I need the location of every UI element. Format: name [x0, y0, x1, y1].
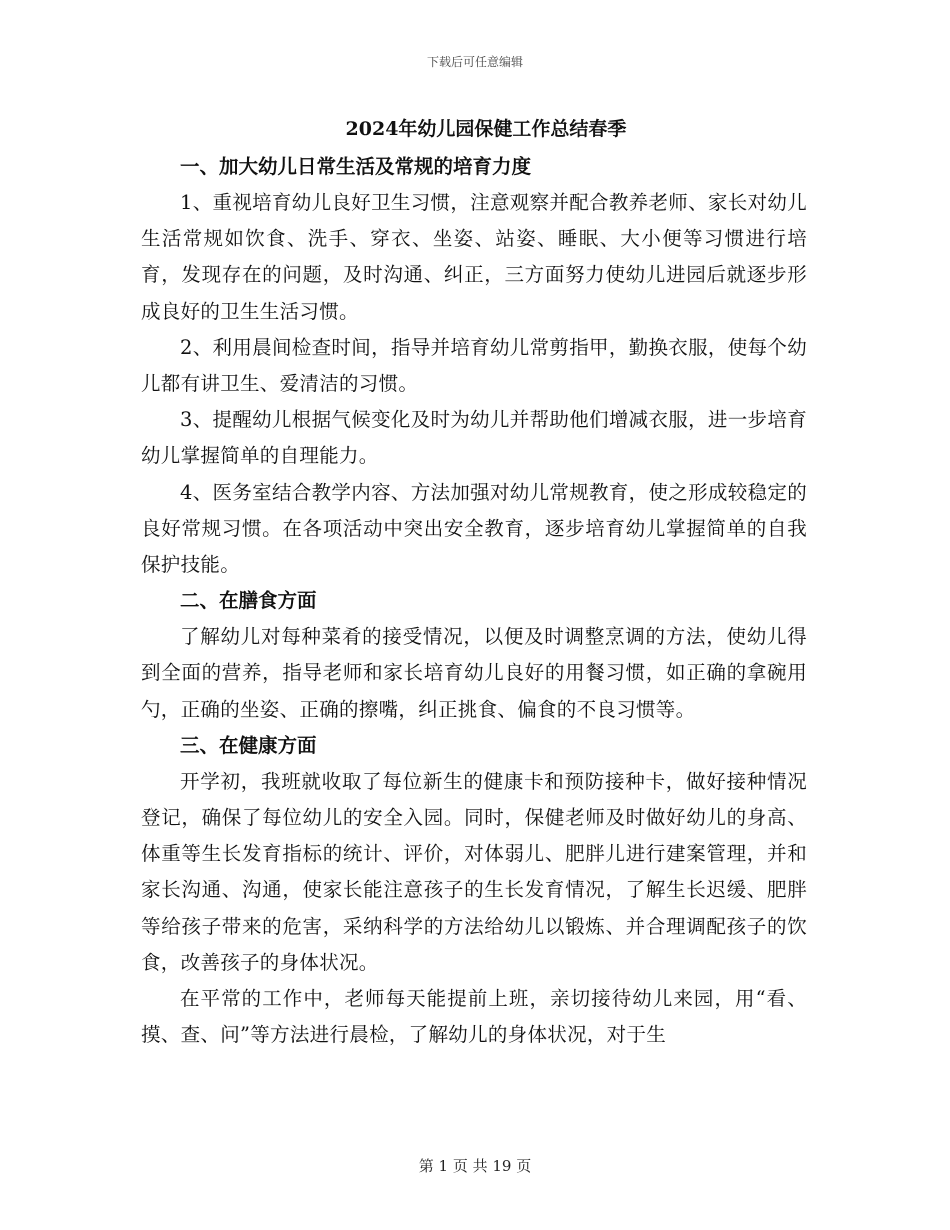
page-number-footer: 第 1 页 共 19 页: [418, 1157, 532, 1175]
paragraph: 2、利用晨间检查时间，指导并培育幼儿常剪指甲，勤换衣服，使每个幼儿都有讲卫生、爱清洁的习惯。: [141, 335, 807, 396]
paragraph: 了解幼儿对每种菜肴的接受情况，以便及时调整烹调的方法，使幼儿得到全面的营养，指导老师和家长培育幼儿良好的用餐习惯，如正确的拿碗用勺，正确的坐姿、正确的擦嘴，纠正挑食、偏食的不良习惯等。: [141, 625, 807, 721]
header-note: 下载后可任意编辑: [426, 55, 523, 69]
paragraph: 在平常的工作中，老师每天能提前上班，亲切接待幼儿来园，用“看、摸、查、问”等方法进行晨检，了解幼儿的身体状况，对于生: [141, 987, 807, 1047]
section-heading: 二、在膳食方面: [180, 589, 317, 613]
paragraph: 开学初，我班就收取了每位新生的健康卡和预防接种卡，做好接种情况登记，确保了每位幼儿的安全入园。同时，保健老师及时做好幼儿的身高、体重等生长发育指标的统计、评价，对体弱儿、肥胖儿进行建案管理，并和家长沟通、沟通，使家长能注意孩子的生长发育情况，了解生长迟缓、肥胖等给孩子带来的危害，采纳科学的方法给幼儿以锻炼、并合理调配孩子的饮食，改善孩子的身体状况。: [141, 769, 807, 974]
document-body: [141, 113, 807, 1053]
paragraph: 4、医务室结合教学内容、方法加强对幼儿常规教育，使之形成较稳定的良好常规习惯。在各项活动中突出安全教育，逐步培育幼儿掌握简单的自我保护技能。: [141, 480, 807, 577]
section-3: [141, 728, 807, 1054]
paragraph: 3、提醒幼儿根据气候变化及时为幼儿并帮助他们增减衣服，进一步培育幼儿掌握简单的自理能力。: [141, 408, 807, 468]
section-heading: 一、加大幼儿日常生活及常规的培育力度: [180, 155, 532, 178]
section-1: [141, 149, 807, 583]
document-title: 2024年幼儿园保健工作总结春季: [345, 118, 627, 140]
section-heading: 三、在健康方面: [180, 733, 317, 757]
paragraph: 1、重视培育幼儿良好卫生习惯，注意观察并配合教养老师、家长对幼儿生活常规如饮食、洗手、穿衣、坐姿、站姿、睡眠、大小便等习惯进行培育，发现存在的问题，及时沟通、纠正，三方面努力使幼儿进园后就逐步形成良好的卫生生活习惯。: [141, 191, 807, 323]
section-2: [141, 583, 807, 728]
